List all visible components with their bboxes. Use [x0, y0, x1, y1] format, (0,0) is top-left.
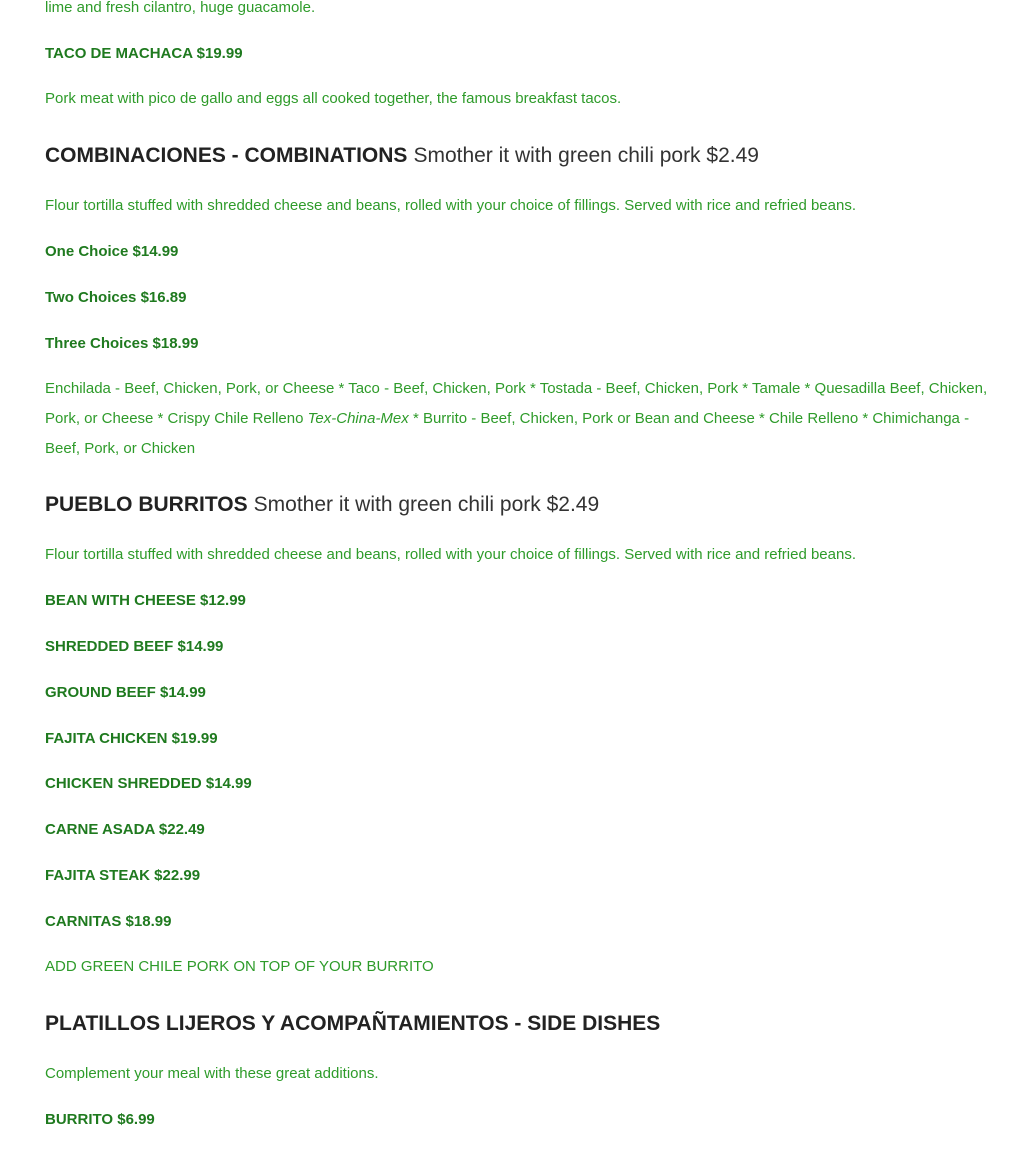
menu-item-taco-machaca: TACO DE MACHACA $19.99	[45, 45, 243, 62]
fillings-text-1: Enchilada - Beef, Chicken, Pork, or Cheese * Taco - Beef, Chicken, Pork * Tostada - Beef, Chicken, Pork * Tamale * Quesadilla Beef, Chicken, Pork, or Cheese * Crispy Chile Relleno	[45, 380, 988, 427]
burrito-item: FAJITA STEAK $22.99	[45, 867, 201, 884]
section-description-burritos: Flour tortilla stuffed with shredded cheese and beans, rolled with your choice of fillings. Served with rice and refried beans.	[45, 546, 856, 563]
section-title: COMBINACIONES - COMBINATIONS	[45, 144, 408, 167]
burrito-item: GROUND BEEF $14.99	[45, 684, 206, 701]
combo-fillings-list	[45, 374, 990, 464]
section-description-combinations: Flour tortilla stuffed with shredded cheese and beans, rolled with your choice of fillings. Served with rice and refried beans.	[45, 197, 856, 214]
section-note: Smother it with green chili pork $2.49	[253, 493, 600, 516]
item-description-machaca: Pork meat with pico de gallo and eggs all cooked together, the famous breakfast tacos.	[45, 90, 622, 107]
fillings-text-2: * Burrito - Beef, Chicken, Pork or Bean and Cheese * Chile Relleno * Chimichanga - Beef, Pork, or Chicken	[45, 410, 970, 457]
side-item: BURRITO $6.99	[45, 1111, 155, 1128]
burrito-item: CARNE ASADA $22.49	[45, 821, 205, 838]
combo-option-two: Two Choices $16.89	[45, 289, 187, 306]
fillings-text-italic: Tex-China-Mex	[307, 410, 409, 427]
burrito-item: CHICKEN SHREDDED $14.99	[45, 775, 252, 792]
burrito-addon-note: ADD GREEN CHILE PORK ON TOP OF YOUR BURRITO	[45, 958, 434, 975]
combo-option-three: Three Choices $18.99	[45, 335, 199, 352]
section-note: Smother it with green chili pork $2.49	[413, 144, 759, 167]
section-title: PLATILLOS LIJEROS Y ACOMPAÑTAMIENTOS - SIDE DISHES	[45, 1012, 661, 1035]
section-heading-sides	[45, 1009, 660, 1039]
burrito-item: FAJITA CHICKEN $19.99	[45, 730, 218, 747]
item-description-tail: lime and fresh cilantro, huge guacamole.	[45, 0, 316, 16]
section-heading-combinations	[45, 141, 759, 171]
section-heading-burritos	[45, 490, 599, 520]
burrito-item: SHREDDED BEEF $14.99	[45, 638, 224, 655]
burrito-item: BEAN WITH CHEESE $12.99	[45, 592, 246, 609]
section-title: PUEBLO BURRITOS	[45, 493, 248, 516]
burrito-item: CARNITAS $18.99	[45, 913, 172, 930]
section-description-sides: Complement your meal with these great additions.	[45, 1065, 379, 1082]
combo-option-one: One Choice $14.99	[45, 243, 179, 260]
